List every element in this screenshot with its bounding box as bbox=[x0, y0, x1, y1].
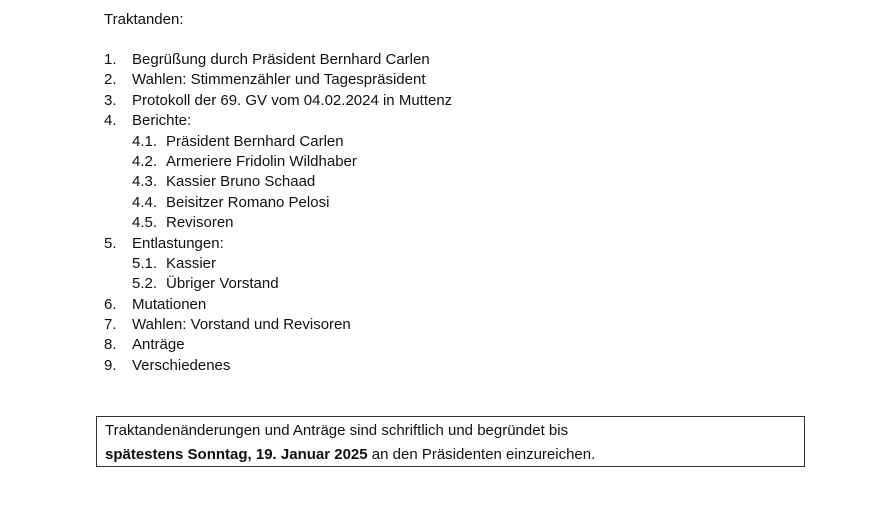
item-text: Übriger Vorstand bbox=[166, 275, 279, 293]
item-text: Berichte: bbox=[132, 112, 192, 130]
agenda-item-1 bbox=[104, 50, 452, 70]
item-text: Revisoren bbox=[166, 214, 234, 232]
item-text: Mutationen bbox=[132, 295, 207, 313]
agenda-subitem-4-2 bbox=[104, 152, 452, 172]
item-number: 4.2. bbox=[132, 152, 158, 170]
agenda-item-5 bbox=[104, 234, 452, 254]
deadline-text: spätestens Sonntag, 19. Januar 2025 bbox=[105, 446, 368, 463]
item-number: 4.4. bbox=[132, 193, 158, 211]
item-text: Anträge bbox=[132, 336, 185, 354]
item-text: Verschiedenes bbox=[132, 356, 231, 374]
item-text: Kassier bbox=[166, 254, 217, 272]
notice-line-2-rest: an den Präsidenten einzureichen. bbox=[367, 446, 596, 463]
agenda-item-3 bbox=[104, 91, 452, 111]
agenda-item-8 bbox=[104, 335, 452, 355]
item-number: 8. bbox=[104, 336, 117, 354]
item-number: 7. bbox=[104, 316, 117, 334]
item-number: 6. bbox=[104, 295, 117, 313]
item-number: 4.3. bbox=[132, 173, 158, 191]
notice-box bbox=[96, 416, 805, 467]
agenda-subitem-5-1 bbox=[104, 254, 452, 274]
item-number: 1. bbox=[104, 51, 117, 68]
agenda-subitem-4-1 bbox=[104, 132, 452, 152]
item-text: Entlastungen: bbox=[132, 234, 224, 252]
notice-line-1: Traktandenänderungen und Anträge sind schriftlich und begründet bis bbox=[105, 422, 569, 439]
item-number: 2. bbox=[104, 71, 117, 89]
item-text: Armeriere Fridolin Wildhaber bbox=[166, 152, 357, 170]
notice-line-2 bbox=[105, 443, 796, 467]
item-number: 5. bbox=[104, 234, 117, 252]
agenda-item-4 bbox=[104, 111, 452, 131]
item-number: 5.2. bbox=[132, 275, 158, 293]
agenda-heading: Traktanden: bbox=[104, 11, 184, 28]
agenda-subitem-4-4 bbox=[104, 193, 452, 213]
item-number: 5.1. bbox=[132, 254, 158, 272]
item-text: Kassier Bruno Schaad bbox=[166, 173, 316, 191]
item-number: 4. bbox=[104, 112, 117, 130]
agenda-list bbox=[104, 50, 452, 376]
agenda-item-9 bbox=[104, 356, 452, 376]
item-number: 9. bbox=[104, 356, 117, 374]
item-text: Präsident Bernhard Carlen bbox=[166, 132, 344, 150]
item-text: Beisitzer Romano Pelosi bbox=[166, 193, 330, 211]
item-text: Begrüßung durch Präsident Bernhard Carlen bbox=[132, 51, 430, 68]
agenda-subitem-5-2 bbox=[104, 274, 452, 294]
agenda-subitem-4-3 bbox=[104, 172, 452, 192]
item-text: Wahlen: Vorstand und Revisoren bbox=[132, 316, 351, 334]
item-number: 3. bbox=[104, 91, 117, 109]
item-text: Wahlen: Stimmenzähler und Tagespräsident bbox=[132, 71, 426, 89]
item-number: 4.1. bbox=[132, 132, 158, 150]
item-number: 4.5. bbox=[132, 214, 158, 232]
agenda-subitem-4-5 bbox=[104, 213, 452, 233]
item-text: Protokoll der 69. GV vom 04.02.2024 in Muttenz bbox=[132, 91, 453, 109]
agenda-item-6 bbox=[104, 295, 452, 315]
agenda-item-2 bbox=[104, 70, 452, 90]
agenda-item-7 bbox=[104, 315, 452, 335]
